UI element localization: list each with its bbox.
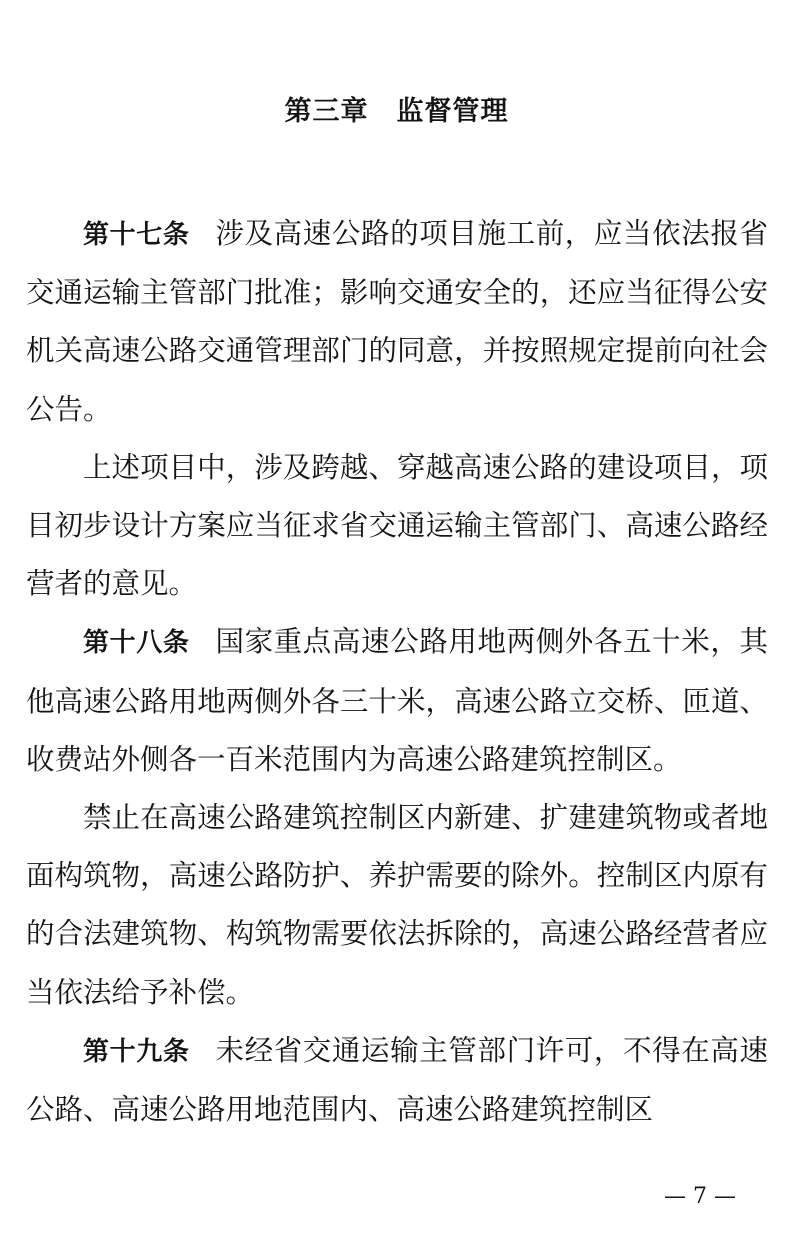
article-17-number: 第十七条 (83, 220, 190, 250)
article-18-number: 第十八条 (83, 628, 190, 659)
article-18-paragraph-1 (26, 613, 768, 789)
article-18-paragraph-2 (26, 789, 768, 1022)
article-18-text-1: 国家重点高速公路用地两侧外各五十米，其他高速公路用地两侧外各三十米，高速公路立交桥、匝道、收费站外侧各一百米范围内为高速公路建筑控制区。 (26, 625, 768, 776)
article-18-text-2: 禁止在高速公路建筑控制区内新建、扩建建筑物或者地面构筑物，高速公路防护、养护需要的除外。控制区内原有的合法建筑物、构筑物需要依法拆除的，高速公路经营者应当依法给予补偿。 (26, 801, 768, 1009)
article-17-paragraph-1 (26, 205, 768, 439)
article-17-text-1: 涉及高速公路的项目施工前，应当依法报省交通运输主管部门批准；影响交通安全的，还应当征得公安机关高速公路交通管理部门的同意，并按照规定提前向社会公告。 (26, 217, 768, 426)
article-19-paragraph-1 (26, 1022, 768, 1139)
article-19-number: 第十九条 (83, 1036, 190, 1067)
article-17-text-2: 上述项目中，涉及跨越、穿越高速公路的建设项目，项目初步设计方案应当征求省交通运输主管部门、高速公路经营者的意见。 (26, 450, 768, 601)
body-text (26, 205, 768, 1139)
article-19-text-1: 未经省交通运输主管部门许可，不得在高速公路、高速公路用地范围内、高速公路建筑控制区 (26, 1033, 768, 1127)
chapter-title: 第三章 监督管理 (284, 96, 509, 127)
page-number: — 7 — (664, 1184, 736, 1209)
article-17-paragraph-2 (26, 439, 768, 614)
